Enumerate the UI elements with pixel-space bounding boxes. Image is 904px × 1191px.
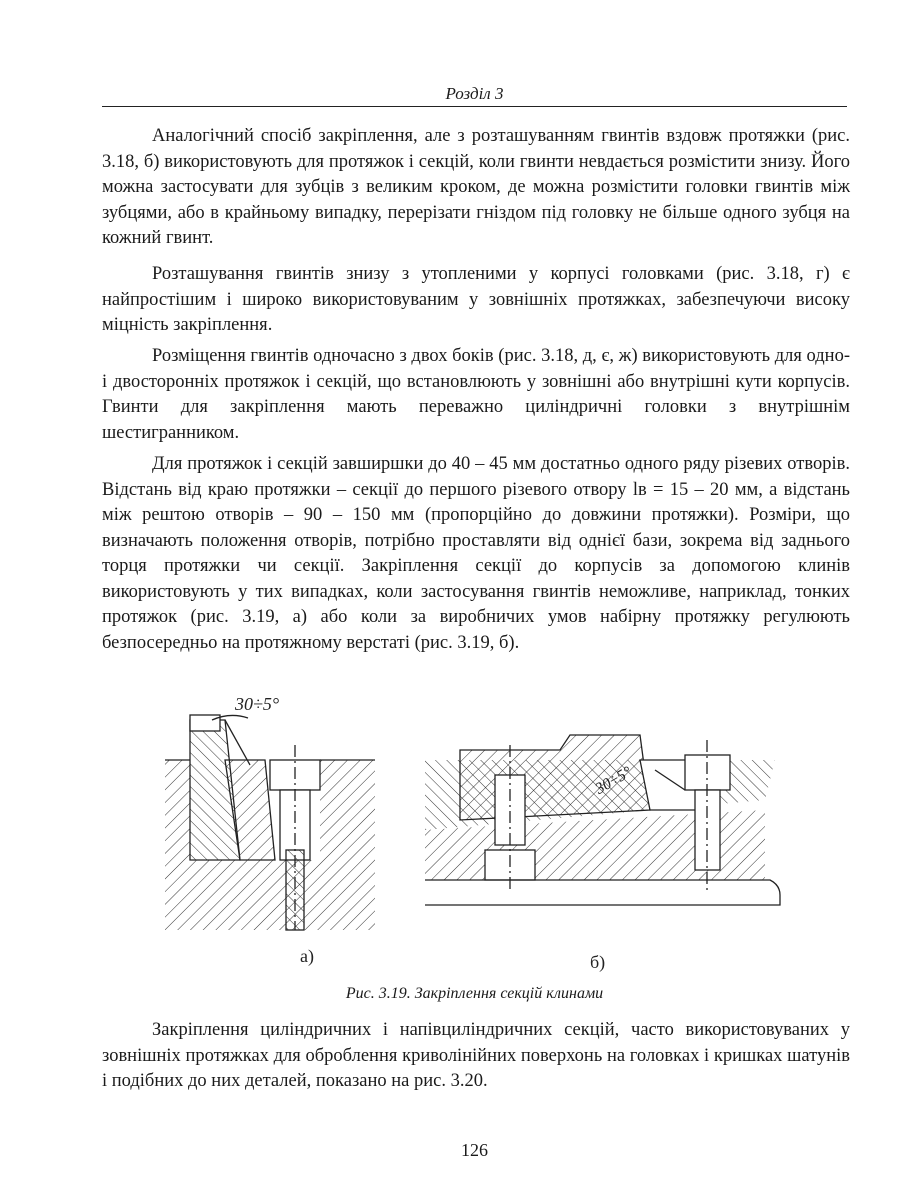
drawing-b — [425, 735, 780, 905]
label-b: б) — [590, 952, 606, 972]
section-header: Розділ 3 — [445, 84, 504, 103]
page-number: 126 — [461, 1140, 488, 1160]
angle-label-a: 30÷5° — [235, 694, 280, 714]
paragraph-3: Розміщення гвинтів одночасно з двох боків (рис. 3.18, д, є, ж) використовують для одно- і двосторонніх протяжок і секцій, що встановлюють у зовнішні або внутрішні кути корпусів. Гвинти для закріплення мають переважно циліндричні головки з внутрішнім шестигранником. — [102, 346, 850, 443]
figure-3-19 — [150, 690, 790, 980]
figure-caption: Рис. 3.19. Закріплення секцій клинами — [345, 985, 604, 1002]
angle-label-b: 30÷5° — [592, 763, 635, 798]
drawing-a — [165, 694, 375, 930]
paragraph-4: Для протяжок і секцій завширшки до 40 – 45 мм достатньо одного ряду різевих отворів. Відстань від краю протяжки – секції до першого різевого отвору lв = 15 – 20 мм, а відстань між рештою отворів – 90 – 150 мм (пропорційно до довжини протяжки). Розміри, що визначають положення отворів, потрібно проставляти від однієї бази, зокрема від заднього торця протяжки чи секції. Закріплення секції до корпусів за допомогою клинів використовують у тих випадках, коли застосування гвинтів неможливе, наприклад, тонких протяжок (рис. 3.19, а) або коли за виробничих умов набірну протяжку регулюють безпосередньо на протяжному верстаті (рис. 3.19, б). — [102, 454, 850, 653]
label-a: а) — [300, 946, 314, 966]
paragraph-2: Розташування гвинтів знизу з утопленими у корпусі головками (рис. 3.18, г) є найпростішим і широко використовуваним у зовнішніх протяжках, забезпечуючи високу міцність закріплення. — [102, 264, 850, 335]
paragraph-5: Закріплення циліндричних і напівциліндричних секцій, часто використовуваних у зовнішніх протяжках для оброблення криволінійних поверхонь на головках і кришках шатунів і подібних до них деталей, показано на рис. 3.20. — [102, 1020, 850, 1091]
paragraph-1: Аналогічний спосіб закріплення, але з розташуванням гвинтів вздовж протяжки (рис. 3.18, б) використовують для протяжок і секцій, коли гвинти невдається розмістити знизу. Його можна застосувати для зубців з великим кроком, де можна розмістити головки гвинтів між зубцями, або в крайньому випадку, перерізати гніздом під головку не більше одного зубця на кожний гвинт. — [102, 126, 850, 248]
header-rule — [102, 106, 847, 107]
